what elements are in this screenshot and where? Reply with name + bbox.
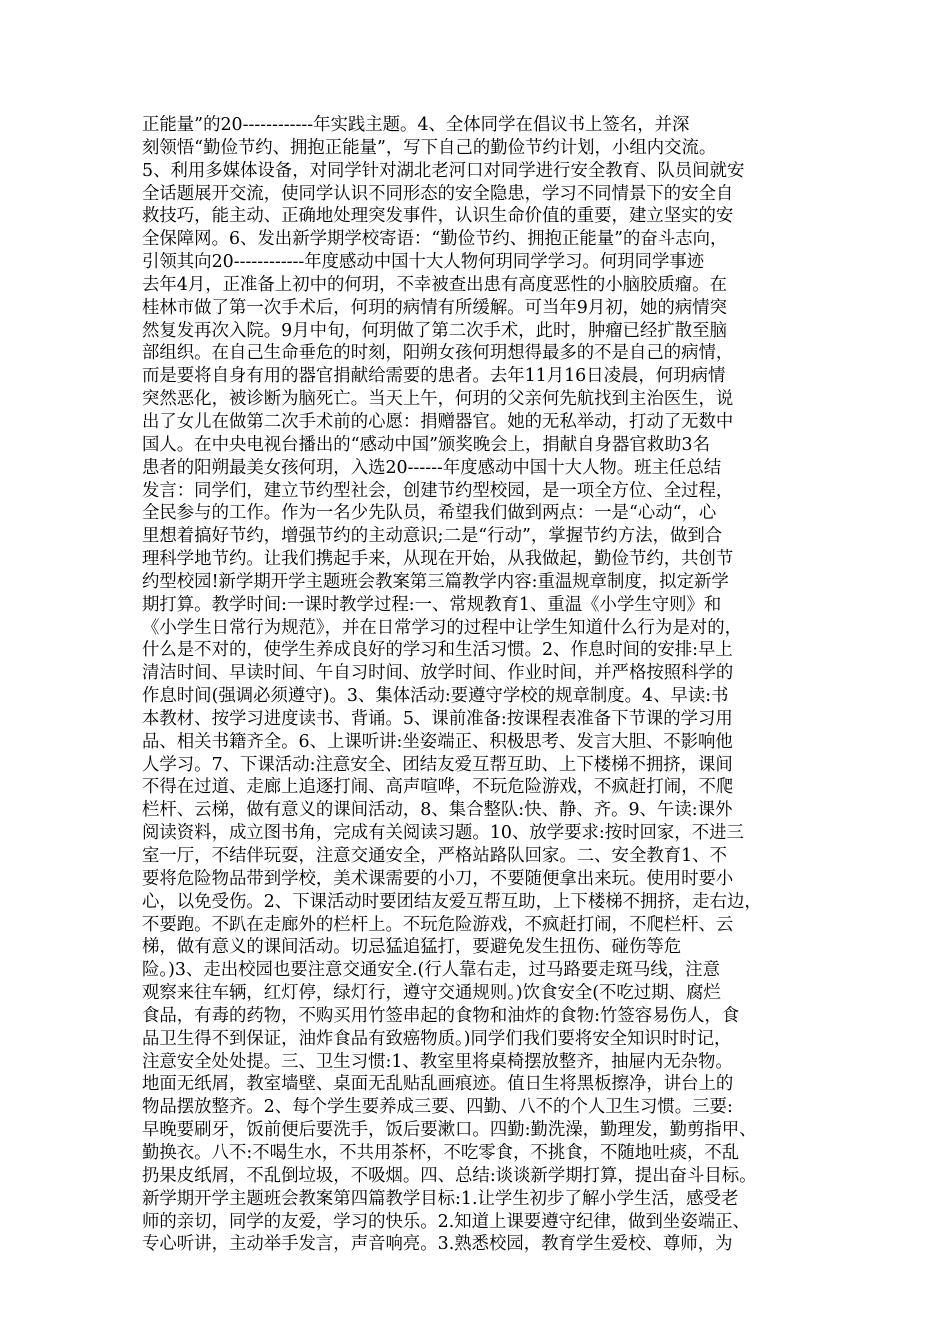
text-line: 品卫生得不到保证，油炸食品有致癌物质。)同学们我们要将安全知识时时记， [142, 1028, 732, 1049]
text-line: 然复发再次入院。9月中旬，何玥做了第二次手术，此时，肿瘤已经扩散至脑 [142, 320, 727, 341]
text-line: 食品，有毒的药物，不购买用竹签串起的食物和油炸的食物:竹签容易伤人，食 [142, 1005, 740, 1026]
text-line: 阅读资料，成立图书角，完成有关阅读习题。10、放学要求:按时回家，不进三 [142, 823, 744, 844]
text-line: 师的亲切，同学的友爱，学习的快乐。2.知道上课要遵守纪律，做到坐姿端正、 [142, 1211, 750, 1232]
text-line: 险。)3、走出校园也要注意交通安全.(行人靠右走，过马路要走斑马线，注意 [142, 960, 720, 981]
text-line: 要将危险物品带到学校，美术课需要的小刀，不要随便拿出来玩。使用时要小 [142, 868, 734, 889]
text-line: 新学期开学主题班会教案第四篇教学目标:1.让学生初步了解小学生活，感受老 [142, 1188, 739, 1209]
text-line: 期打算。教学时间:一课时教学过程:一、常规教育1、重温《小学生守则》和 [142, 594, 722, 615]
text-line: 出了女儿在做第二次手术前的心愿：捐赠器官。她的无私举动，打动了无数中 [142, 411, 734, 432]
text-line: 发言：同学们，建立节约型社会，创建节约型校园，是一项全方位、全过程， [142, 480, 734, 501]
text-line: 物品摆放整齐。2、每个学生要养成三要、四勤、八不的个人卫生习惯。三要: [142, 1097, 733, 1118]
text-line: 勤换衣。八不:不喝生水，不共用茶杯，不吃零食，不挑食，不随地吐痰，不乱 [142, 1142, 740, 1163]
text-line: 理科学地节约。让我们携起手来，从现在开始，从我做起，勤俭节约，共创节 [142, 549, 734, 570]
text-line: 不得在过道、走廊上追逐打闹、高声喧哗，不玩危险游戏，不疯赶打闹，不爬 [142, 777, 734, 798]
text-line: 部组织。在自己生命垂危的时刻，阳朔女孩何玥想得最多的不是自己的病情， [142, 343, 734, 364]
text-line: 观察来往车辆，红灯停，绿灯行，遵守交通规则。)饮食安全(不吃过期、腐烂 [142, 983, 721, 1004]
text-line: 桂林市做了第一次手术后，何玥的病情有所缓解。可当年9月初，她的病情突 [142, 297, 727, 318]
text-line: 患者的阳朔最美女孩何玥，入选20------年度感动中国十大人物。班主任总结 [142, 457, 722, 478]
text-line: 而是要将自身有用的器官捐献给需要的患者。去年11月16日凌晨，何玥病情 [142, 366, 726, 387]
document-body-text [142, 114, 822, 1256]
text-line: 什么是不对的，使学生养成良好的学习和生活习惯。2、作息时间的安排:早上 [142, 640, 733, 661]
text-line: 扔果皮纸屑，不乱倒垃圾，不吸烟。四、总结:谈谈新学期打算，提出奋斗目标。 [142, 1165, 757, 1186]
text-line: 刻领悟“勤俭节约、拥抱正能量”，写下自己的勤俭节约计划，小组内交流。 [142, 137, 717, 158]
text-line: 品、相关书籍齐全。6、上课听讲:坐姿端正、积极思考、发言大胆、不影响他 [142, 731, 733, 752]
text-line: 专心听讲，主动举手发言，声音响亮。3.熟悉校园，教育学生爱校、尊师，为 [142, 1234, 733, 1255]
text-line: 心，以免受伤。2、下课活动时要团结友爱互帮互助，上下楼梯不拥挤，走右边， [142, 891, 762, 912]
text-line: 国人。在中央电视台播出的“感动中国”颁奖晚会上，捐献自身器官救助3名 [142, 434, 710, 455]
text-line: 去年4月，正准备上初中的何玥，不幸被查出患有高度恶性的小脑胶质瘤。在 [142, 274, 727, 295]
text-line: 注意安全处处提。三、卫生习惯:1、教室里将桌椅摆放整齐，抽屉内无杂物。 [142, 1051, 733, 1072]
text-line: 本教材、按学习进度读书、背诵。5、课前准备:按课程表准备下节课的学习用 [142, 708, 733, 729]
text-line: 正能量”的20------------年实践主题。4、全体同学在倡议书上签名，并深 [142, 115, 690, 135]
text-line: 救技巧，能主动、正确地处理突发事件，认识生命价值的重要，建立坚实的安 [142, 206, 734, 227]
text-line: 《小学生日常行为规范》，并在日常学习的过程中让学生知道什么行为是对的， [142, 617, 742, 638]
text-line: 全保障网。6、发出新学期学校寄语：“勤俭节约、拥抱正能量”的奋斗志向， [142, 229, 728, 250]
text-line: 人学习。7、下课活动:注意安全、团结友爱互帮互助、上下楼梯不拥挤，课间 [142, 754, 733, 775]
text-line: 突然恶化，被诊断为脑死亡。当天上午，何玥的父亲何先航找到主治医生，说 [142, 389, 734, 410]
text-line: 全话题展开交流，使同学认识不同形态的安全隐患，学习不同情景下的安全自 [142, 183, 734, 204]
text-line: 作息时间(强调必须遵守)。3、集体活动:要遵守学校的规章制度。4、早读:书 [142, 686, 729, 707]
text-line: 5、利用多媒体设备，对同学针对湖北老河口对同学进行安全教育、队员间就安 [142, 160, 745, 181]
text-line: 早晚要刷牙，饭前便后要洗手，饭后要漱口。四勤:勤洗澡，勤理发，勤剪指甲、 [142, 1120, 757, 1141]
text-line: 全民参与的工作。作为一名少先队员，希望我们做到两点：一是“心动“，心 [142, 503, 717, 524]
text-line: 地面无纸屑，教室墙壁、桌面无乱贴乱画痕迹。值日生将黑板擦净，讲台上的 [142, 1074, 734, 1095]
text-line: 里想着搞好节约，增强节约的主动意识;二是“行动”，掌握节约方法，做到合 [142, 526, 723, 547]
text-line: 梯，做有意义的课间活动。切忌猛追猛打，要避免发生扭伤、碰伤等危 [142, 937, 682, 958]
text-line: 不要跑。不趴在走廊外的栏杆上。不玩危险游戏，不疯赶打闹，不爬栏杆、云 [142, 914, 734, 935]
text-line: 栏杆、云梯，做有意义的课间活动，8、集合整队:快、静、齐。9、午读:课外 [142, 800, 733, 821]
text-line: 室一厅，不结伴玩耍，注意交通安全，严格站路队回家。二、安全教育1、不 [142, 846, 727, 866]
text-line: 清洁时间、早读时间、午自习时间、放学时间、作业时间，并严格按照科学的 [142, 663, 734, 684]
text-line: 引领其向20------------年度感动中国十大人物何玥同学学习。何玥同学事迹 [142, 252, 705, 273]
text-line: 约型校园!新学期开学主题班会教案第三篇教学内容:重温规章制度，拟定新学 [142, 571, 729, 592]
